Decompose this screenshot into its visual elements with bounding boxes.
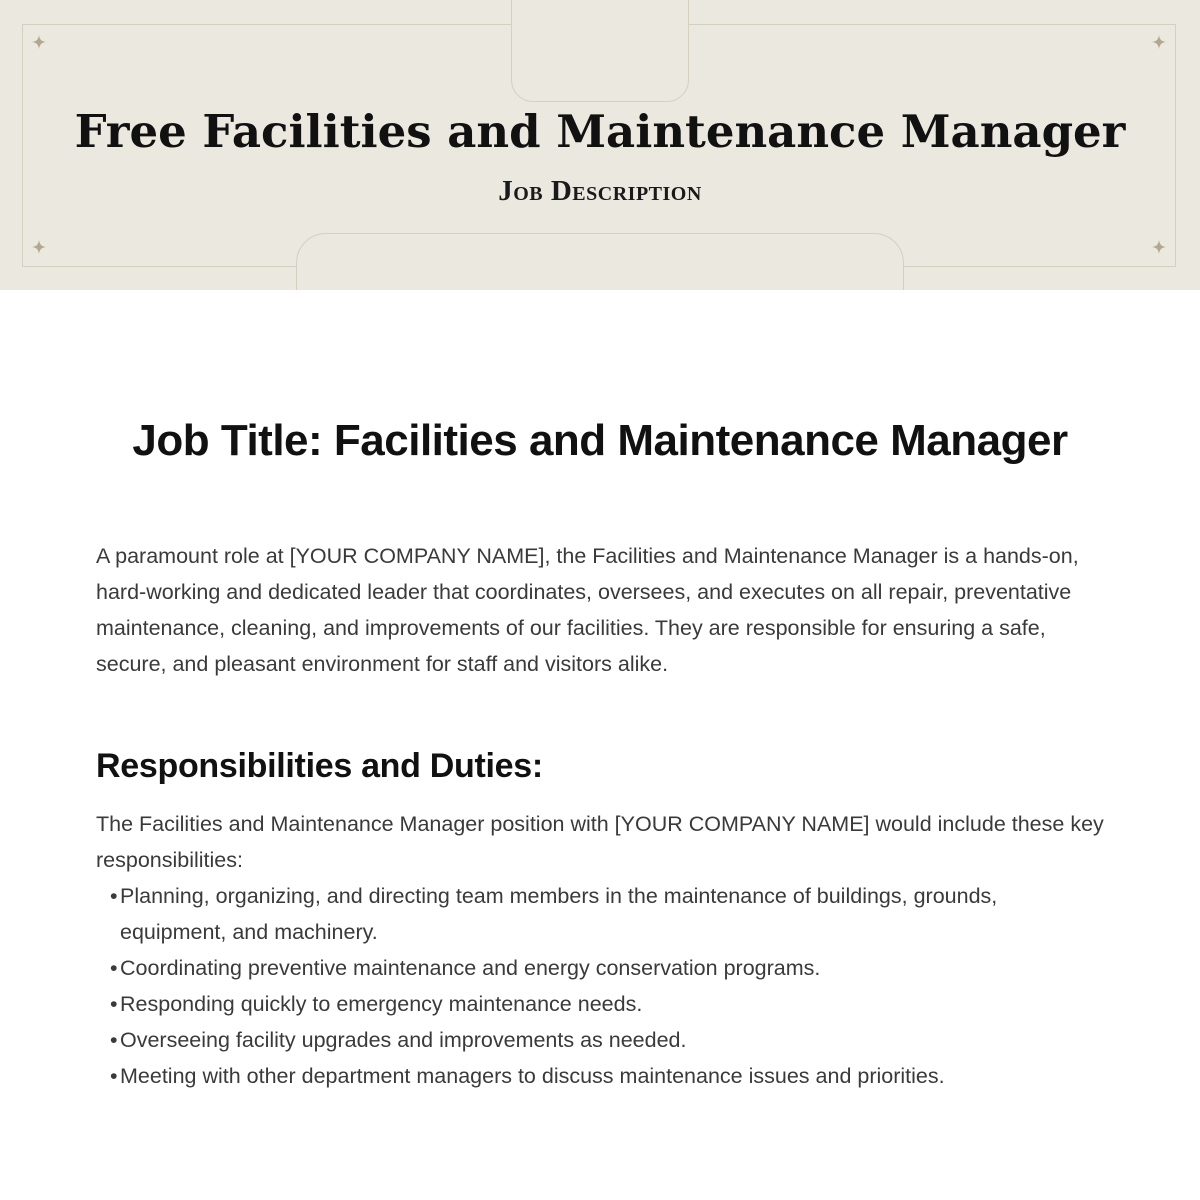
bullet-icon: •	[110, 884, 118, 908]
bullet-icon: •	[110, 1028, 118, 1052]
banner-title: Free Facilities and Maintenance Manager	[74, 105, 1126, 158]
job-title: Job Title: Facilities and Maintenance Manager	[132, 416, 1068, 465]
sparkle-icon	[1151, 34, 1167, 50]
list-item	[110, 950, 1104, 986]
banner-subtitle: Job Description	[498, 175, 702, 207]
bullet-icon: •	[110, 992, 118, 1016]
responsibilities-intro: The Facilities and Maintenance Manager position with [YOUR COMPANY NAME] would include these key responsibilities:	[96, 812, 1104, 872]
sparkle-icon	[31, 34, 47, 50]
list-item	[110, 986, 1104, 1022]
list-item	[110, 1022, 1104, 1058]
list-item-text: Planning, organizing, and directing team members in the maintenance of buildings, grounds, equipment, and machinery.	[120, 884, 998, 944]
bullet-icon: •	[110, 1064, 118, 1088]
list-item-text: Overseeing facility upgrades and improvements as needed.	[120, 1028, 687, 1052]
banner-top-tab	[511, 0, 689, 102]
list-item	[110, 1058, 1104, 1094]
list-item-text: Responding quickly to emergency maintenance needs.	[120, 992, 643, 1016]
bullet-icon: •	[110, 956, 118, 980]
list-item-text: Meeting with other department managers to discuss maintenance issues and priorities.	[120, 1064, 945, 1088]
responsibilities-heading: Responsibilities and Duties:	[96, 747, 543, 785]
document-body	[96, 412, 1104, 1094]
sparkle-icon	[1151, 239, 1167, 255]
header-banner	[0, 0, 1200, 290]
banner-bottom-tab	[296, 233, 904, 290]
list-item-text: Coordinating preventive maintenance and energy conservation programs.	[120, 956, 821, 980]
list-item	[110, 878, 1104, 950]
intro-paragraph: A paramount role at [YOUR COMPANY NAME], the Facilities and Maintenance Manager is a hands-on, hard-working and dedicated leader that coordinates, oversees, and executes on all repair, preventative maintenance, cleaning, and improvements of our facilities. They are responsible for ensuring a safe, secure, and pleasant environment for staff and visitors alike.	[96, 544, 1079, 676]
responsibilities-list	[96, 878, 1104, 1094]
sparkle-icon	[31, 239, 47, 255]
